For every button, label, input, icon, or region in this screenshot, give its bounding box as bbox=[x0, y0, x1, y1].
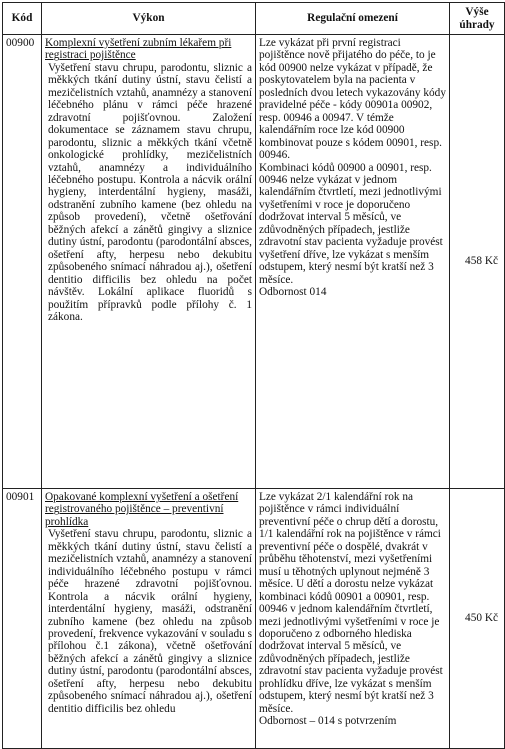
limit-paragraph: Kombinaci kódů 00900 a 00901, resp. 00946 nelze vykázat v jednom kalendářním čtvrtletí, mezi jednotlivými vyšetřeními v roce je doporučeno dodržovat interval 5 měsíců, ve zdůvodněných případech, jestliže zdravotní stav pacienta vyžaduje provést vyšetření dříve, lze vykázat s menším odstupem, který nesmí být kratší než 3 měsíce. bbox=[259, 161, 443, 286]
limit-paragraph: Odbornost – 014 s potvrzením bbox=[259, 715, 397, 728]
row-payment: 458 Kč bbox=[450, 35, 505, 489]
row-payment: 450 Kč bbox=[450, 489, 505, 749]
row-code: 00901 bbox=[3, 489, 42, 749]
header-code: Kód bbox=[3, 3, 42, 35]
row-performance bbox=[42, 489, 256, 749]
row-description: Vyšetření stavu chrupu, parodontu, sliznic a měkkých tkání dutiny ústní, stavu čelistí a mezičelistních vztahů, anamnézy a stanovení léčebného plánu v rámci péče hrazené zdravotní pojišťovnou. Založení dokumentace se záznamem stavu chrupu, parodontu, sliznic a měkkých tkání včetně onkologické prohlídky, mezičelistních vztahů, anamnézy a individuálního léčebného postupu. Kontrola a nácvik orální hygieny, interdentální hygieny, masáži, odstranění zubního kamene (bez ohledu na způsob provedení), včetně ošetřování běžných afekcí a zánětů gingivy a sliznice dutiny ústní, parodontu (parodontální absces, ošetření afty, herpesu nebo dekubitu způsobeného snímací náhradou aj.), ošetření dentitio difficilis bez ohledu na počet návštěv. Lokální aplikace fluoridů s použitím přípravků podle přílohy č. 1 zákona. bbox=[48, 61, 252, 323]
fee-table bbox=[2, 2, 505, 749]
limit-paragraph: Lze vykázat při první registraci pojištěnce nově přijatého do péče, to je kód 00900 nelze vykázat v případě, že poskytovatelem byla na pacienta v posledních dvou letech vykazovány kódy pravidelné péče - kódy 00901a 00902, resp. 00946 a 00947. V témže kalendářním roce lze kód 00900 kombinovat pouze s kódem 00901, resp. 00946. bbox=[259, 37, 446, 162]
header-payment: Výše úhrady bbox=[450, 3, 505, 35]
row-description: Vyšetření stavu chrupu, parodontu, sliznic a měkkých tkání dutiny ústní, stavu čelistí a mezičelistních vztahů, anamnézy a stanovení individuálního léčebného postupu v rámci péče hrazené zdravotní pojišťovnou. Kontrola a nácvik orální hygieny, interdentální hygieny, masáži, odstranění zubního kamene (bez ohledu na způsob provedení, frekvence vykazování v souladu s přílohou č.1 zákona), včetně ošetřování běžných afekcí a zánětů gingivy a sliznice dutiny ústní, parodontu (parodontální absces, ošetření afty, herpesu nebo dekubitu způsobeného snímací náhradou aj.), ošetření dentitio difficilis bez ohledu bbox=[48, 528, 252, 715]
row-code: 00900 bbox=[3, 35, 42, 489]
row-title: Komplexní vyšetření zubním lékařem při registraci pojištěnce bbox=[45, 37, 232, 62]
limit-paragraph: Odbornost 014 bbox=[259, 286, 327, 299]
table-row bbox=[3, 489, 505, 749]
row-limits bbox=[256, 489, 450, 749]
header-performance: Výkon bbox=[42, 3, 256, 35]
header-limits: Regulační omezení bbox=[256, 3, 450, 35]
row-title: Opakované komplexní vyšetření a ošetření registrovaného pojištěnce – preventivní prohlídka bbox=[45, 491, 239, 528]
table-row bbox=[3, 35, 505, 489]
row-performance bbox=[42, 35, 256, 489]
row-limits bbox=[256, 35, 450, 489]
table-header-row bbox=[3, 3, 505, 35]
limit-paragraph: Lze vykázat 2/1 kalendářní rok na pojištěnce v rámci individuální preventivní péče o chrup dětí a dorostu, 1/1 kalendářní rok na pojištěnce v rámci preventivní péče o dospělé, dvakrát v průběhu těhotenství, mezi vyšetřeními musí u těhotných uplynout nejméně 3 měsíce. U dětí a dorostu nelze vykázat kombinaci kódů 00901 a 00901, resp. 00946 v jednom kalendářním čtvrtletí, mezi jednotlivými vyšetřeními v roce je doporučeno z odborného hlediska dodržovat interval 5 měsíců, ve zdůvodněných případech, jestliže zdravotní stav pacienta vyžaduje provést prohlídku dříve, lze vykázat s menším odstupem, který nesmí být kratší než 3 měsíce. bbox=[259, 491, 443, 715]
